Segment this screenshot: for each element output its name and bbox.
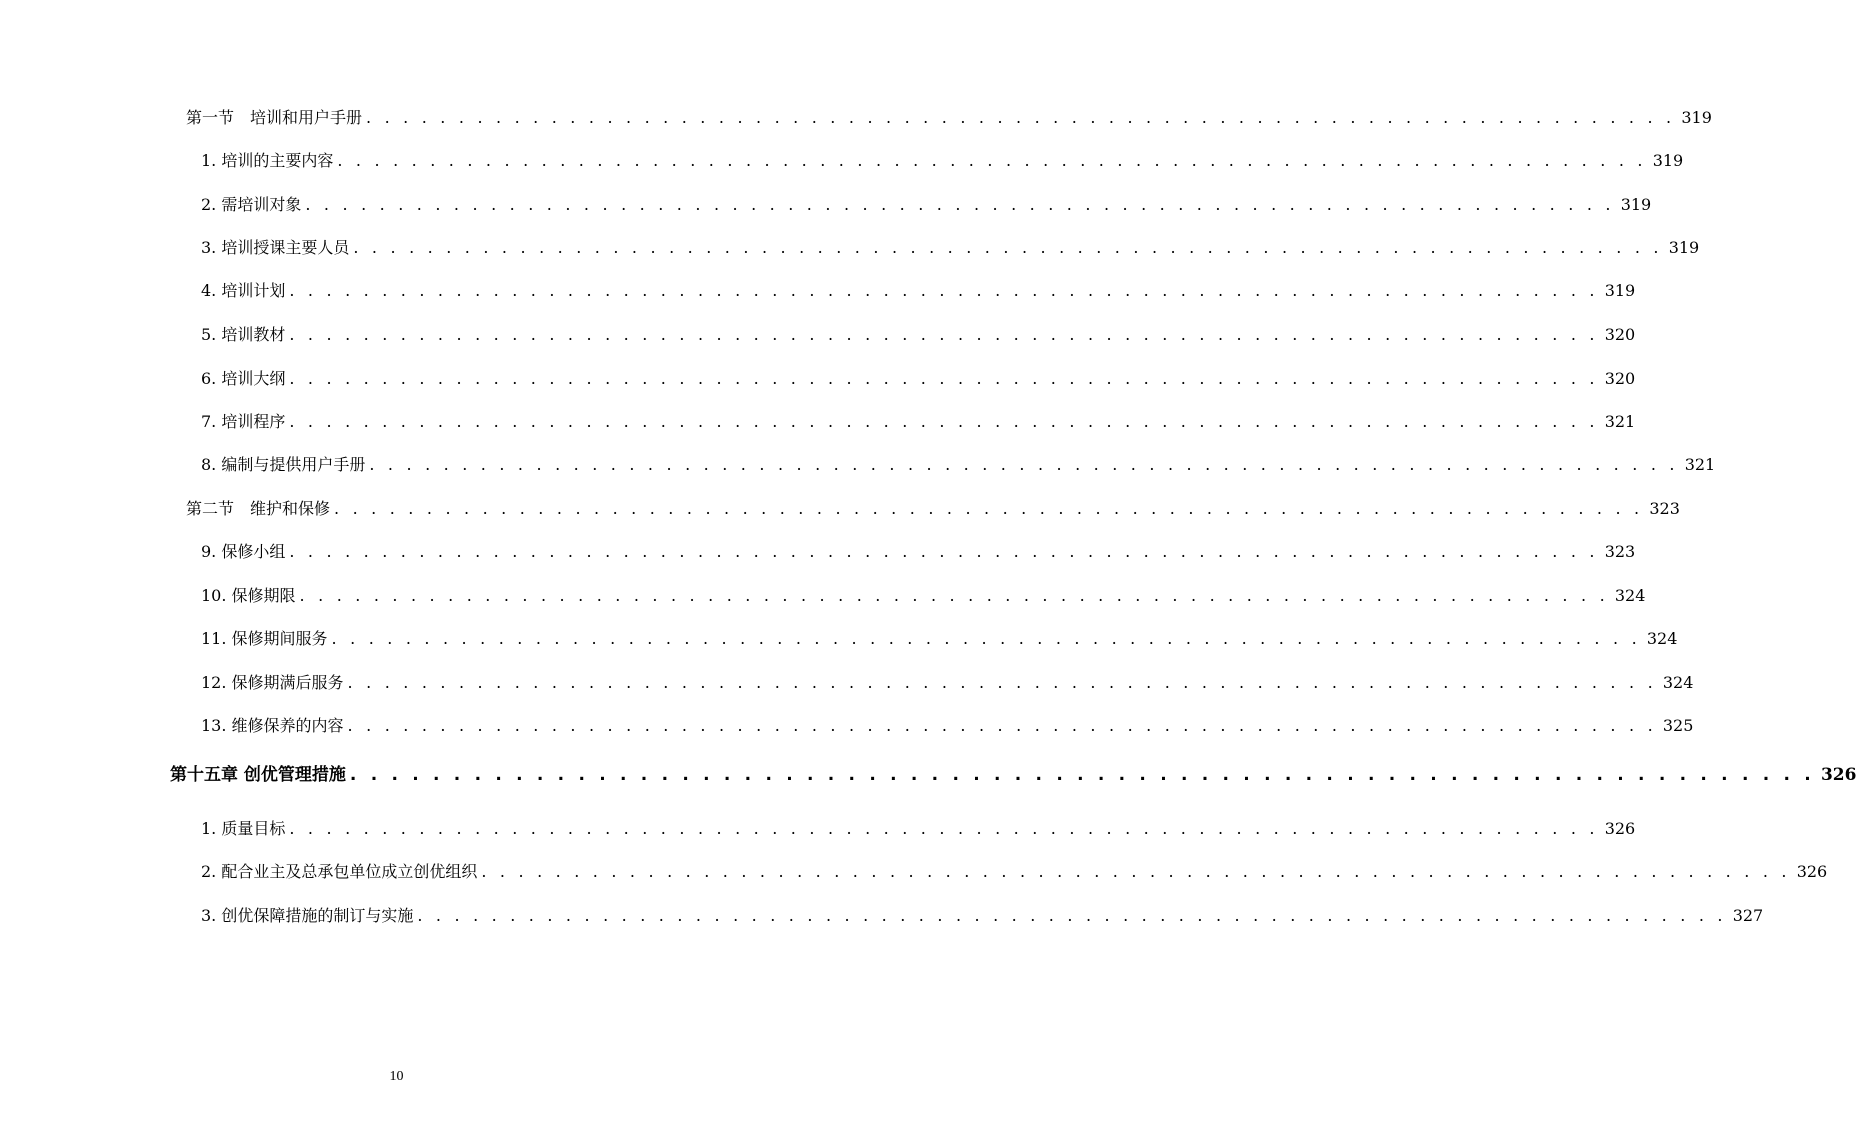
toc-entry-page: 319 xyxy=(1604,281,1636,300)
toc-entry-item[interactable] xyxy=(201,542,1636,562)
dot-leader: . . . . . . . . . . . . . . . . . . . . . . . . . . . . . . . . . . . . . . . . . . . . . . . . . . . . . . . . . . . . . . . . . . . . . . . xyxy=(289,819,1599,838)
toc-entry-section[interactable] xyxy=(186,108,1712,128)
dot-leader: . . . . . . . . . . . . . . . . . . . . . . . . . . . . . . . . . . . . . . . . . . . . . . . . . . . . . . . . . . . . . . . . . . . . . . . xyxy=(366,108,1676,127)
toc-entry-page: 327 xyxy=(1732,906,1764,925)
toc-entry-label: 2. 配合业主及总承包单位成立创优组织 xyxy=(201,862,478,881)
dot-leader: . . . . . . . . . . . . . . . . . . . . . . . . . . . . . . . . . . . . . . . . . . . . . . . . . . . . . . . . . . . . . . . . . . . . . . . xyxy=(347,673,1657,692)
toc-entry-page: 324 xyxy=(1614,586,1646,605)
toc-entry-label: 第一节 培训和用户手册 xyxy=(186,108,363,127)
toc-entry-page: 325 xyxy=(1662,716,1694,735)
toc-entry-label: 10. 保修期限 xyxy=(201,586,296,605)
dot-leader: . . . . . . . . . . . . . . . . . . . . . . . . . . . . . . . . . . . . . . . . . . . . . . . . . . . . . . . . . . . . . . . . . . . . . . . xyxy=(289,281,1599,300)
dot-leader: . . . . . . . . . . . . . . . . . . . . . . . . . . . . . . . . . . . . . . . . . . . . . . . . . . . . . . . . . . . . . . . . . . . . . . . xyxy=(347,716,1657,735)
toc-entry-item[interactable] xyxy=(201,281,1636,301)
toc-entry-item[interactable] xyxy=(201,716,1694,736)
toc-entry-chapter[interactable] xyxy=(170,765,1856,785)
toc-entry-item[interactable] xyxy=(201,906,1764,926)
toc-entry-label: 5. 培训教材 xyxy=(201,325,286,344)
toc-entry-label: 第十五章 创优管理措施 xyxy=(170,765,346,785)
toc-entry-label: 13. 维修保养的内容 xyxy=(201,716,344,735)
toc-entry-label: 4. 培训计划 xyxy=(201,281,286,300)
toc-entry-item[interactable] xyxy=(201,151,1684,171)
toc-entry-page: 319 xyxy=(1652,151,1684,170)
dot-leader: . . . . . . . . . . . . . . . . . . . . . . . . . . . . . . . . . . . . . . . . . . . . . . . . . . . . . . . . . . . . . . . . . . . . . . . xyxy=(289,369,1599,388)
toc-entry-page: 326 xyxy=(1796,862,1828,881)
toc-entry-item[interactable] xyxy=(201,629,1678,649)
toc-entry-label: 9. 保修小组 xyxy=(201,542,286,561)
toc-entry-item[interactable] xyxy=(201,412,1636,432)
toc-entry-page: 326 xyxy=(1604,819,1636,838)
toc-entry-item[interactable] xyxy=(201,195,1652,215)
toc-entry-page: 323 xyxy=(1649,499,1680,518)
toc-entry-item[interactable] xyxy=(201,325,1636,345)
toc-entry-item[interactable] xyxy=(201,238,1700,258)
toc-entry-item[interactable] xyxy=(201,862,1828,882)
dot-leader: . . . . . . . . . . . . . . . . . . . . . . . . . . . . . . . . . . . . . . . . . . . . . . . . . . . . . . . . . . . . . . . . . . . . . . . xyxy=(417,906,1727,925)
dot-leader: . . . . . . . . . . . . . . . . . . . . . . . . . . . . . . . . . . . . . . . . . . . . . . . . . . . . . . . . . . . . . . . . . . . . . . . xyxy=(299,586,1609,605)
toc-entry-label: 11. 保修期间服务 xyxy=(201,629,328,648)
page-number: 10 xyxy=(389,1069,404,1084)
toc-entry-section[interactable] xyxy=(186,499,1680,519)
dot-leader: . . . . . . . . . . . . . . . . . . . . . . . . . . . . . . . . . . . . . . . . . . . . . . . . . . . . . . . . . . . . . . . . . . . . . . . xyxy=(334,499,1644,518)
dot-leader: . . . . . . . . . . . . . . . . . . . . . . . . . . . . . . . . . . . . . . . . . . . . . . . . . . . . . . . . . . . . . . . . . . . . . . . xyxy=(289,412,1599,431)
toc-entry-item[interactable] xyxy=(201,673,1694,693)
toc-entry-page: 319 xyxy=(1620,195,1652,214)
dot-leader: . . . . . . . . . . . . . . . . . . . . . . . . . . . . . . . . . . . . . . . . . . . . . . . . . . . . . . . . . . . . . . . . . . . . . . . xyxy=(353,238,1663,257)
dot-leader: . . . . . . . . . . . . . . . . . . . . . . . . . . . . . . . . . . . . . . . . . . . . . . . . . . . . . . . . . . . . . . . . . . . . . . . xyxy=(481,862,1791,881)
toc-entry-label: 2. 需培训对象 xyxy=(201,195,302,214)
toc-entry-page: 320 xyxy=(1604,325,1636,344)
dot-leader: . . . . . . . . . . . . . . . . . . . . . . . . . . . . . . . . . . . . . . . . . . . . . . . . . . . . . . . . . . . . . . . . . . . . . . . xyxy=(337,151,1647,170)
dot-leader: . . . . . . . . . . . . . . . . . . . . . . . . . . . . . . . . . . . . . . . . . . . . . . . . . . . . . . . . . . . . . . . . . . . . . . . xyxy=(305,195,1615,214)
toc-entry-item[interactable] xyxy=(201,586,1646,606)
toc-entry-label: 3. 创优保障措施的制订与实施 xyxy=(201,906,414,925)
dot-leader: . . . . . . . . . . . . . . . . . . . . . . . . . . . . . . . . . . . . . . . . . . . . . . . . . . . . . . . . . . . . . . . . . . . . . . . xyxy=(289,542,1599,561)
toc-entry-page: 320 xyxy=(1604,369,1636,388)
toc-entry-label: 1. 质量目标 xyxy=(201,819,286,838)
toc-entry-page: 324 xyxy=(1662,673,1694,692)
toc-entry-page: 326 xyxy=(1820,765,1856,785)
toc-entry-page: 319 xyxy=(1668,238,1700,257)
toc-entry-label: 1. 培训的主要内容 xyxy=(201,151,334,170)
toc-entry-item[interactable] xyxy=(201,369,1636,389)
toc-entry-label: 3. 培训授课主要人员 xyxy=(201,238,350,257)
dot-leader: . . . . . . . . . . . . . . . . . . . . . . . . . . . . . . . . . . . . . . . . . . . . . . . . . . . . . . . . . . . . . . . . . . . . . . . xyxy=(331,629,1641,648)
toc-entry-page: 319 xyxy=(1681,108,1712,127)
toc-entry-label: 第二节 维护和保修 xyxy=(186,499,331,518)
toc-entry-page: 323 xyxy=(1604,542,1636,561)
toc-entry-item[interactable] xyxy=(201,819,1636,839)
toc-entry-label: 8. 编制与提供用户手册 xyxy=(201,455,366,474)
toc-entry-page: 321 xyxy=(1604,412,1636,431)
toc-entry-page: 321 xyxy=(1684,455,1716,474)
toc-entry-label: 12. 保修期满后服务 xyxy=(201,673,344,692)
toc-entry-label: 7. 培训程序 xyxy=(201,412,286,431)
toc-entry-item[interactable] xyxy=(201,455,1716,475)
dot-leader: . . . . . . . . . . . . . . . . . . . . . . . . . . . . . . . . . . . . . . . . . . . . . . . . . . . . . . . . . . . . . . . . . . . . . . . xyxy=(369,455,1679,474)
toc-entry-page: 324 xyxy=(1646,629,1678,648)
dot-leader: . . . . . . . . . . . . . . . . . . . . . . . . . . . . . . . . . . . . . . . . . . . . . . . . . . . . . . . . . . . . . . . . . . . . . . . xyxy=(289,325,1599,344)
toc-entry-label: 6. 培训大纲 xyxy=(201,369,286,388)
dot-leader: . . . . . . . . . . . . . . . . . . . . . . . . . . . . . . . . . . . . . . . . . . . . . . . . . . . . . . . . . . . . . . . . . . . . . . . xyxy=(349,765,1815,785)
